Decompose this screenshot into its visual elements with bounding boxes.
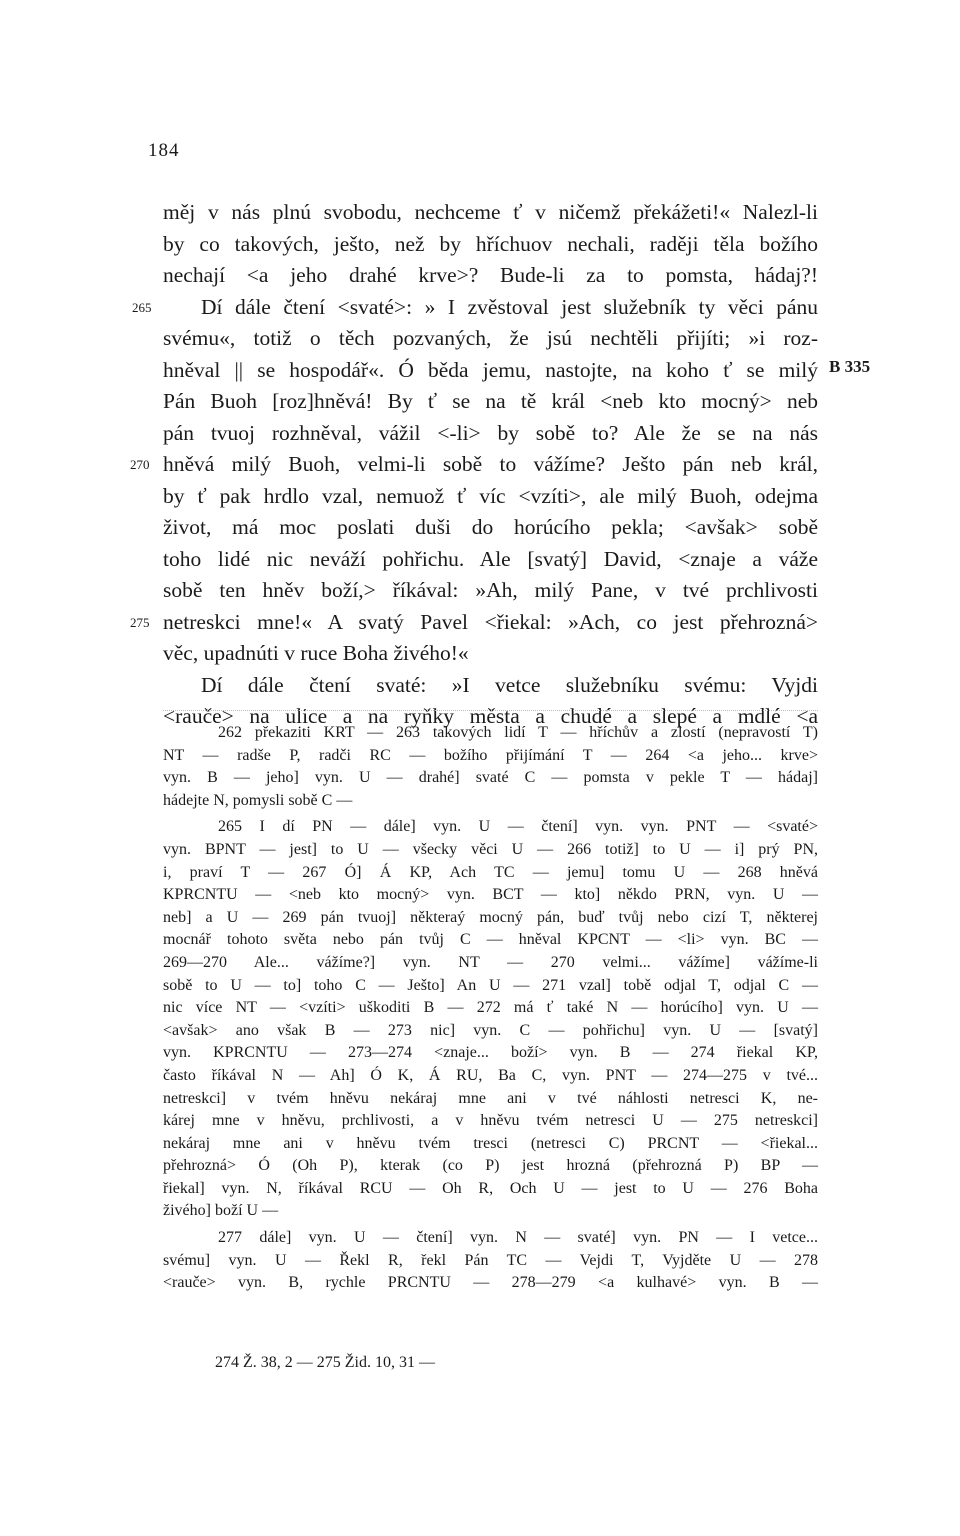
apparatus-line: 277 dále] vyn. U — čtení] vyn. N — svaté] vyn. PN — I vetce... bbox=[218, 1229, 818, 1247]
apparatus-line: vyn. KPRCNTU — 273—274 <znaje... boží> vyn. B — 274 řiekal KP, bbox=[163, 1044, 818, 1062]
apparatus-line: často říkával N — Ah] Ó K, Á RU, Ba C, vyn. PNT — 274—275 v tvé... bbox=[163, 1066, 818, 1084]
critical-apparatus bbox=[163, 722, 818, 1295]
main-line: <rauče> na ulice a na ryňky města a chudé a slepé a mdlé <a bbox=[163, 704, 818, 728]
apparatus-line: kárej mne v hněvu, prchlivosti, a v hněvu tvém netresci U — 275 netreskci] bbox=[163, 1112, 818, 1130]
apparatus-line: živého] boží U — bbox=[163, 1202, 279, 1220]
apparatus-line: 262 překaziti KRT — 263 takových lidí T — hříchův a zlostí (nepravostí T) bbox=[218, 724, 818, 741]
main-line: Dí dále čtení svaté: »I vetce služebníku svému: Vyjdi bbox=[201, 672, 818, 697]
main-line: by co takových, ješto, než by hříchuov nechali, raději těla božího bbox=[163, 231, 818, 256]
main-line: měj v nás plnú svobodu, nechceme ť v ničemž překážeti!« Nalezl-li bbox=[163, 200, 818, 224]
apparatus-line: netreskci] v tvém hněvu nekáraj mne ani v tvé náhlosti netresci K, ne- bbox=[163, 1089, 818, 1107]
line-number: 275 bbox=[130, 614, 150, 630]
page-number: 184 bbox=[148, 140, 180, 161]
apparatus-line: mocnář tohoto světa nebo pán tvůj C — hněval KPCNT — <li> vyn. BC — bbox=[163, 931, 818, 949]
biblical-source-reference: 274 Ž. 38, 2 — 275 Žid. 10, 31 — bbox=[215, 1354, 435, 1371]
apparatus-line: i, praví T — 267 Ó] Á KP, Ach TC — jemu] tomu U — 268 hněvá bbox=[163, 863, 818, 881]
line-number: 270 bbox=[130, 457, 150, 472]
main-line: život, má moc poslati duši do horúcího pekla; <avšak> sobě bbox=[163, 515, 818, 539]
margin-page-reference: B 335 bbox=[829, 357, 871, 376]
main-line: Pán Buoh [roz]hněvá! By ť se na tě král <neb kto mocný> neb bbox=[163, 389, 818, 413]
main-line: 265 Dí dále čtení <svaté>: » I zvěstoval jest služebník ty věci pánu bbox=[163, 292, 818, 324]
main-line: sobě ten hněv boží,> říkával: »Ah, milý Pane, v tvé prchlivosti bbox=[163, 578, 818, 602]
apparatus-line: KPRCNTU — <neb kto mocný> vyn. BCT — kto] někdo PRN, vyn. U — bbox=[163, 886, 818, 904]
apparatus-line: svému] vyn. U — Řekl R, řekl Pán TC — Vejdi T, Vyjděte U — 278 bbox=[163, 1251, 818, 1269]
line-number: 265 bbox=[132, 299, 152, 315]
apparatus-line: neb] a U — 269 pán tvuoj] některaý mocný pán, buď tvůj nebo cizí T, některej bbox=[163, 908, 818, 926]
apparatus-line: řiekal] vyn. N, říkával RCU — Oh R, Och U — jest to U — 276 Boha bbox=[163, 1179, 818, 1197]
apparatus-line: <rauče> vyn. B, rychle PRCNTU — 278—279 <a kulhavé> vyn. B — bbox=[163, 1274, 818, 1292]
apparatus-line: vyn. BPNT — jest] to U — všecky věci U — 266 totiž] to U — i] prý PN, bbox=[163, 840, 818, 858]
apparatus-line: sobě to U — to] toho C — Ješto] An U — 271 vzal] tobě odjal T, odjal C — bbox=[163, 976, 818, 994]
main-line: nechají <a jeho drahé krve>? Bude-li za to pomsta, hádaj?! bbox=[163, 263, 818, 287]
main-line: toho lidé nic neváží pohřichu. Ale [svatý] David, <znaje a váže bbox=[163, 546, 818, 571]
apparatus-line: NT — radše P, radči RC — božího přijímání T — 264 <a jeho... krve> bbox=[163, 746, 818, 764]
apparatus-line: nekáraj mne ani v hněvu tvém tresci (netresci C) PRCNT — <řiekal... bbox=[163, 1134, 818, 1152]
main-line: hněval || se hospodář«. Ó běda jemu, nastojte, na koho ť se milý bbox=[163, 357, 818, 382]
main-line: věc, upadnúti v ruce Boha živého!« bbox=[163, 641, 469, 665]
main-line: 270 hněvá milý Buoh, velmi-li sobě to vážíme? Ješto pán neb král, bbox=[163, 449, 818, 481]
apparatus-line: nic více NT — <vzíti> uškoditi B — 272 má ť také N — horúcího] vyn. U — bbox=[163, 999, 818, 1017]
apparatus-divider bbox=[163, 710, 818, 711]
apparatus-line: vyn. B — jeho] vyn. U — drahé] svaté C — pomsta v pekle T — hádaj] bbox=[163, 769, 818, 787]
main-text bbox=[130, 197, 818, 733]
apparatus-line: <avšak> ano však B — 273 nic] vyn. C — pohřichu] vyn. U — [svatý] bbox=[163, 1021, 818, 1039]
apparatus-line: 269—270 Ale... vážíme?] vyn. NT — 270 velmi... vážíme] vážíme-li bbox=[163, 953, 818, 971]
main-line: pán tvuoj rozhněval, vážil <-li> by sobě to? Ale že se na nás bbox=[163, 420, 818, 445]
apparatus-line: 265 I dí PN — dále] vyn. U — čtení] vyn. vyn. PNT — <svaté> bbox=[218, 818, 818, 836]
apparatus-line: přehrozná> Ó (Oh P), kterak (co P) jest hrozná (přehrozná P) BP — bbox=[163, 1157, 818, 1175]
main-line: by ť pak hrdlo vzal, nemuož ť víc <vzíti>, ale milý Buoh, odejma bbox=[163, 483, 818, 508]
main-line: 275 netreskci mne!« A svatý Pavel <řiekal: »Ach, co jest přehrozná> bbox=[163, 607, 818, 639]
main-line: svému«, totiž o těch pozvaných, že jsú nechtěli přijíti; »i roz- bbox=[163, 326, 818, 350]
apparatus-line: hádejte N, pomysli sobě C — bbox=[163, 791, 353, 809]
